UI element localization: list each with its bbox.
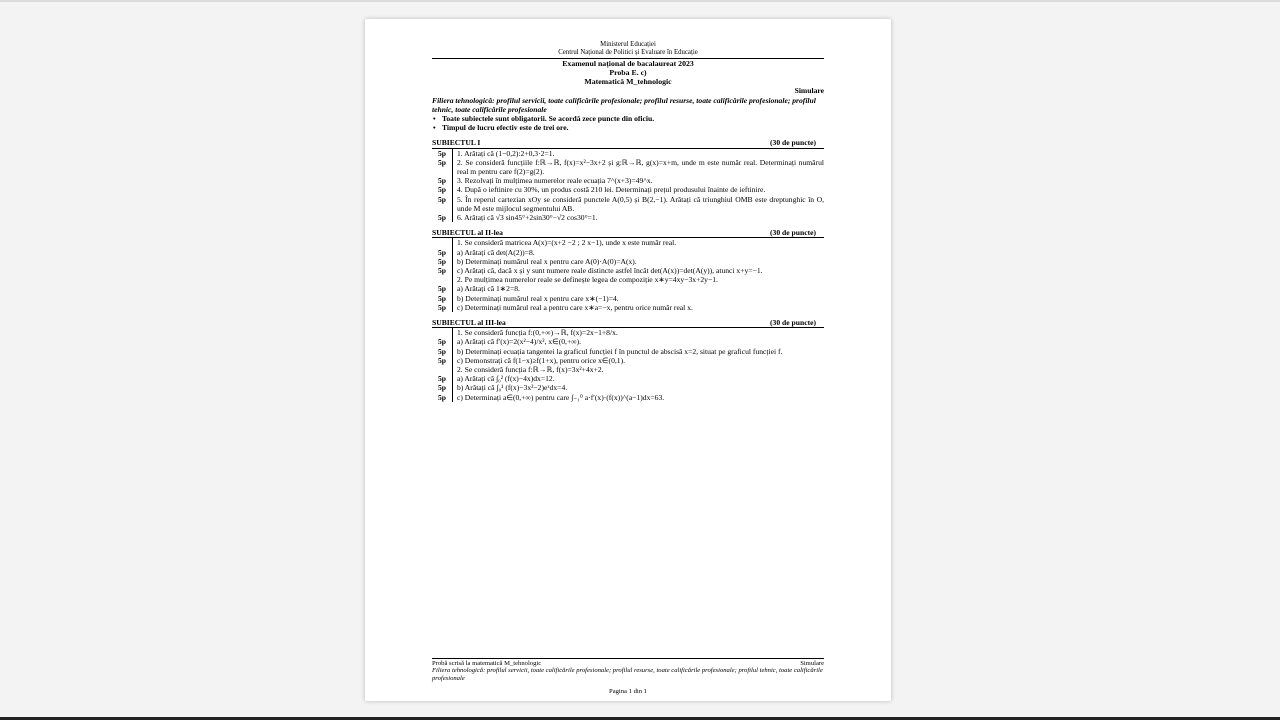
exercise-text: b) Determinați numărul real x pentru care x∗(−1)=4. <box>457 293 619 303</box>
exercise-row <box>432 248 824 257</box>
exercise-row <box>432 365 824 374</box>
exercise-row <box>432 213 824 222</box>
section-1-points: (30 de puncte) <box>770 138 816 148</box>
filiera-text: Filiera tehnologică: profilul servicii, toate calificările profesionale; profilul resurse, toate calificările profesionale; profilul tehnic, toate calificările profesionale <box>432 95 816 114</box>
exercise-text: 4. După o ieftinire cu 30%, un produs costă 210 lei. Determinați prețul produsului înainte de ieftinire. <box>457 185 766 195</box>
section-3-header <box>432 318 824 328</box>
points-cell: 5p <box>432 176 453 185</box>
points-cell: 5p <box>432 213 453 222</box>
points-cell <box>432 275 453 284</box>
exercise-row <box>432 158 824 176</box>
points-cell: 5p <box>432 284 453 293</box>
exercise-text: 2. Pe mulțimea numerelor reale se definește legea de compoziție x∗y=4xy−3x+2y−1. <box>457 275 718 285</box>
page-footer <box>432 658 824 696</box>
exam-title: Examenul național de bacalaureat 2023 <box>562 59 694 68</box>
rule-bullet-2: • Timpul de lucru efectiv este de trei ore. <box>432 123 824 132</box>
exercise-row <box>432 383 824 392</box>
exercise-row <box>432 356 824 365</box>
simulare-label: Simulare <box>794 86 824 96</box>
exercise-text: 2. Se consideră funcția f:ℝ→ℝ, f(x)=3x²+4x+2. <box>457 365 604 375</box>
footer-right: Simulare <box>800 660 824 667</box>
exercise-text: 2. Se consideră funcțiile f:ℝ→ℝ, f(x)=x²−3x+2 și g:ℝ→ℝ, g(x)=x+m, unde m este număr real. Determinați numărul real m pentru care f(2)=g(2). <box>457 157 824 177</box>
section-1-items <box>432 149 824 228</box>
points-cell <box>432 238 453 247</box>
exercise-row <box>432 195 824 213</box>
page-content <box>432 41 824 407</box>
section-2-title: SUBIECTUL al II-lea <box>432 228 503 238</box>
document-page <box>365 19 891 701</box>
subject-title: Matematică M_tehnologic <box>584 76 672 86</box>
exercise-text: c) Determinați numărul real a pentru care x∗a=−x, pentru orice număr real x. <box>457 302 693 312</box>
points-cell: 5p <box>432 149 453 158</box>
exercise-row <box>432 275 824 284</box>
section-2-points: (30 de puncte) <box>770 228 816 238</box>
exercise-text: 1. Arătați că (1−0,2):2+0,3·2=1. <box>457 148 555 158</box>
exercise-text: b) Determinați numărul real x pentru care A(0)·A(0)=A(x). <box>457 256 637 266</box>
exercise-text: 1. Se consideră funcția f:(0,+∞)→ℝ, f(x)=2x−1+8/x. <box>457 328 618 338</box>
section-1-title: SUBIECTUL I <box>432 138 481 148</box>
points-cell: 5p <box>432 248 453 257</box>
top-edge <box>0 0 1280 2</box>
exercise-text: 3. Rezolvați în mulțimea numerelor reale ecuația 7^(x+3)=49^x. <box>457 176 653 186</box>
page-number: Pagina 1 din 1 <box>609 688 647 696</box>
points-cell: 5p <box>432 337 453 346</box>
points-cell <box>432 365 453 374</box>
exercise-row <box>432 393 824 402</box>
section-2-items <box>432 238 824 317</box>
points-cell: 5p <box>432 356 453 365</box>
exercise-text: a) Arătați că ∫₀² (f(x)−4x)dx=12. <box>457 374 555 384</box>
exercise-text: c) Determinați a∈(0,+∞) pentru care ∫₋₁⁰ a·f′(x)·(f(x))^(a−1)dx=63. <box>457 392 665 402</box>
exercise-text: 5. În reperul cartezian xOy se consideră punctele A(0,5) și B(2,−1). Arătați că triunghiul OMB este dreptunghic în O, unde M este mijlocul segmentului AB. <box>457 194 824 213</box>
footer-filiera: Filiera tehnologică: profilul servicii, toate calificările profesionale; profilul resurse, toate calificările profesionale; profilul tehnic, toate calificările profesionale <box>432 667 823 682</box>
exercise-text: a) Arătați că 1∗2=8. <box>457 284 520 294</box>
exercise-text: c) Arătați că, dacă x și y sunt numere reale distincte astfel încât det(A(x))=det(A(y)), atunci x+y=−1. <box>457 266 763 276</box>
exercise-row <box>432 266 824 275</box>
points-cell: 5p <box>432 347 453 356</box>
points-cell <box>432 328 453 337</box>
exercise-row <box>432 284 824 293</box>
points-cell: 5p <box>432 294 453 303</box>
exercise-text: 6. Arătați că √3 sin45°+2sin30°−√2 cos30°=1. <box>457 213 598 223</box>
section-3-items <box>432 328 824 407</box>
exercise-text: a) Arătați că det(A(2))=8. <box>457 247 535 257</box>
section-3-points: (30 de puncte) <box>770 318 816 328</box>
exercise-row <box>432 328 824 337</box>
exercise-row <box>432 149 824 158</box>
exercise-row <box>432 294 824 303</box>
rule-bullet-1: • Toate subiectele sunt obligatorii. Se acordă zece puncte din oficiu. <box>432 114 824 123</box>
exercise-text: c) Demonstrați că f(1−x)≥f(1+x), pentru orice x∈(0,1). <box>457 355 625 365</box>
exercise-row <box>432 303 824 312</box>
exercise-row <box>432 257 824 266</box>
points-cell: 5p <box>432 303 453 312</box>
points-cell: 5p <box>432 257 453 266</box>
exercise-text: a) Arătați că f′(x)=2(x²−4)/x², x∈(0,+∞). <box>457 337 582 347</box>
exercise-row <box>432 238 824 247</box>
points-cell: 5p <box>432 383 453 392</box>
footer-left: Probă scrisă la matematică M_tehnologic <box>432 660 542 667</box>
section-3-title: SUBIECTUL al III-lea <box>432 318 506 328</box>
section-2-header <box>432 228 824 238</box>
points-cell: 5p <box>432 195 453 213</box>
exercise-row <box>432 347 824 356</box>
ministry-name: Ministerul Educației <box>600 41 656 48</box>
points-cell: 5p <box>432 266 453 275</box>
exercise-row <box>432 374 824 383</box>
points-cell: 5p <box>432 185 453 194</box>
center-name: Centrul Național de Politici și Evaluare în Educație <box>558 49 698 56</box>
exercise-row <box>432 185 824 194</box>
exercise-text: b) Determinați ecuația tangentei la graficul funcției f în punctul de abscisă x=2, situat pe graficul funcției f. <box>457 346 783 356</box>
proba-title: Proba E. c) <box>609 67 647 77</box>
exercise-text: 1. Se consideră matricea A(x)=(x+2 −2 ; 2 x−1), unde x este număr real. <box>457 238 677 248</box>
points-cell: 5p <box>432 158 453 176</box>
exercise-row <box>432 337 824 346</box>
section-1-header <box>432 138 824 148</box>
points-cell: 5p <box>432 374 453 383</box>
exercise-row <box>432 176 824 185</box>
exercise-text: b) Arătați că ∫₀¹ (f(x)−3x²−2)eˣdx=4. <box>457 383 568 393</box>
points-cell: 5p <box>432 393 453 402</box>
